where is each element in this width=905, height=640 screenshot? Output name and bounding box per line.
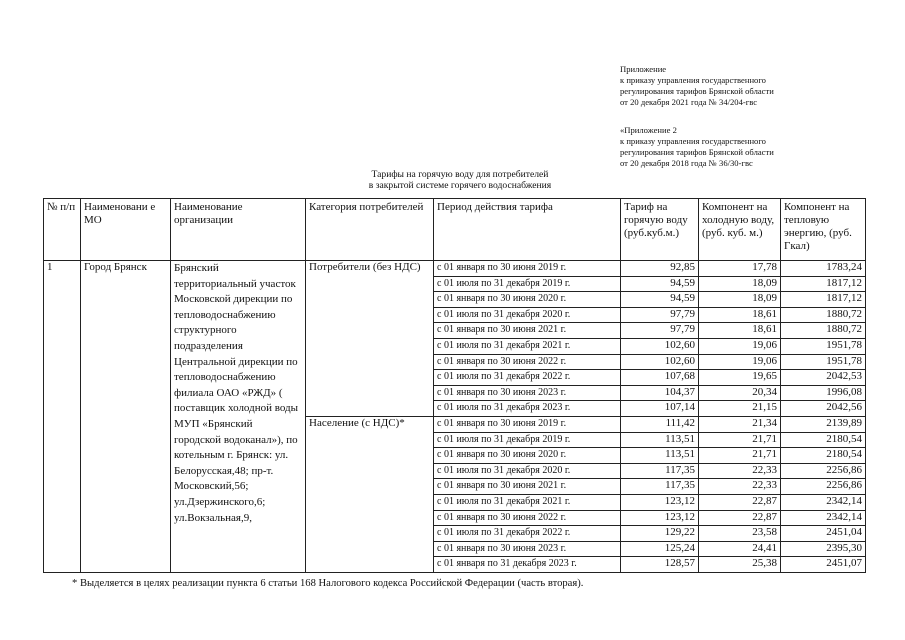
appendix-line: от 20 декабря 2021 года № 34/204-гвс bbox=[620, 97, 758, 107]
cold-water-component: 22,87 bbox=[699, 510, 781, 526]
header-num: № п/п bbox=[44, 199, 81, 261]
heat-energy-component: 1951,78 bbox=[781, 338, 866, 354]
appendix-original-order bbox=[620, 125, 774, 169]
cold-water-component: 21,15 bbox=[699, 401, 781, 417]
hot-water-tariff: 111,42 bbox=[621, 416, 699, 432]
header-org: Наименование организации bbox=[171, 199, 306, 261]
cold-water-component: 19,06 bbox=[699, 338, 781, 354]
tariff-period: с 01 января по 30 июня 2021 г. bbox=[434, 479, 621, 495]
tariff-period: с 01 января по 30 июня 2022 г. bbox=[434, 510, 621, 526]
cold-water-component: 18,09 bbox=[699, 276, 781, 292]
table-title bbox=[300, 169, 620, 191]
heat-energy-component: 1951,78 bbox=[781, 354, 866, 370]
tariff-period: с 01 июля по 31 декабря 2023 г. bbox=[434, 401, 621, 417]
hot-water-tariff: 113,51 bbox=[621, 448, 699, 464]
tariffs-table bbox=[43, 198, 866, 573]
organization: Брянский территориальный участок Московской дирекции по тепловодоснабжению структурного подразделения Центральной дирекции по тепловодоснабжению филиала ОАО «РЖД» ( поставщик холодной воды МУП «Брянский городской водоканал»), по котельным г. Брянск: ул. Белорусская,48; пр-т. Московский,56; ул.Дзержинского,6; ул.Вокзальная,9, bbox=[171, 261, 306, 573]
cold-water-component: 22,87 bbox=[699, 494, 781, 510]
cold-water-component: 22,33 bbox=[699, 463, 781, 479]
table-title-line: в закрытой системе горячего водоснабжения bbox=[368, 180, 552, 191]
hot-water-tariff: 104,37 bbox=[621, 385, 699, 401]
tariff-period: с 01 января по 30 июня 2023 г. bbox=[434, 385, 621, 401]
cold-water-component: 18,09 bbox=[699, 292, 781, 308]
tariff-period: с 01 января по 30 июня 2020 г. bbox=[434, 292, 621, 308]
appendix-line: регулирования тарифов Брянской области bbox=[620, 86, 774, 96]
tariff-period: с 01 января по 30 июня 2019 г. bbox=[434, 261, 621, 277]
appendix-line: к приказу управления государственного bbox=[620, 136, 766, 146]
hot-water-tariff: 125,24 bbox=[621, 541, 699, 557]
tariff-period: с 01 января по 31 декабря 2023 г. bbox=[434, 557, 621, 573]
consumer-category: Потребители (без НДС) bbox=[306, 261, 434, 417]
header-heat: Компонент на тепловую энергию, (руб. Гкал) bbox=[781, 199, 866, 261]
appendix-line: от 20 декабря 2018 года № 36/30-гвс bbox=[620, 158, 753, 168]
tariff-period: с 01 июля по 31 декабря 2021 г. bbox=[434, 494, 621, 510]
appendix-line: к приказу управления государственного bbox=[620, 75, 766, 85]
table-title-line: Тарифы на горячую воду для потребителей bbox=[371, 169, 549, 180]
hot-water-tariff: 123,12 bbox=[621, 494, 699, 510]
heat-energy-component: 2180,54 bbox=[781, 448, 866, 464]
consumer-category: Население (с НДС)* bbox=[306, 416, 434, 572]
cold-water-component: 20,34 bbox=[699, 385, 781, 401]
cold-water-component: 23,58 bbox=[699, 526, 781, 542]
header-mo: Наименовани е МО bbox=[81, 199, 171, 261]
heat-energy-component: 2395,30 bbox=[781, 541, 866, 557]
hot-water-tariff: 97,79 bbox=[621, 307, 699, 323]
hot-water-tariff: 123,12 bbox=[621, 510, 699, 526]
heat-energy-component: 1817,12 bbox=[781, 276, 866, 292]
hot-water-tariff: 97,79 bbox=[621, 323, 699, 339]
hot-water-tariff: 94,59 bbox=[621, 292, 699, 308]
hot-water-tariff: 117,35 bbox=[621, 479, 699, 495]
heat-energy-component: 2256,86 bbox=[781, 463, 866, 479]
heat-energy-component: 2451,07 bbox=[781, 557, 866, 573]
cold-water-component: 21,34 bbox=[699, 416, 781, 432]
tariff-period: с 01 января по 30 июня 2019 г. bbox=[434, 416, 621, 432]
heat-energy-component: 2139,89 bbox=[781, 416, 866, 432]
cold-water-component: 17,78 bbox=[699, 261, 781, 277]
cold-water-component: 19,65 bbox=[699, 370, 781, 386]
hot-water-tariff: 128,57 bbox=[621, 557, 699, 573]
tariff-period: с 01 января по 30 июня 2021 г. bbox=[434, 323, 621, 339]
heat-energy-component: 1996,08 bbox=[781, 385, 866, 401]
heat-energy-component: 2451,04 bbox=[781, 526, 866, 542]
hot-water-tariff: 94,59 bbox=[621, 276, 699, 292]
tariff-period: с 01 января по 30 июня 2022 г. bbox=[434, 354, 621, 370]
hot-water-tariff: 102,60 bbox=[621, 338, 699, 354]
hot-water-tariff: 117,35 bbox=[621, 463, 699, 479]
tariff-period: с 01 июля по 31 декабря 2022 г. bbox=[434, 370, 621, 386]
appendix-line: «Приложение 2 bbox=[620, 125, 677, 135]
tariff-period: с 01 июля по 31 декабря 2019 г. bbox=[434, 276, 621, 292]
heat-energy-component: 2180,54 bbox=[781, 432, 866, 448]
tariff-period: с 01 июля по 31 декабря 2020 г. bbox=[434, 463, 621, 479]
tariff-period: с 01 июля по 31 декабря 2022 г. bbox=[434, 526, 621, 542]
hot-water-tariff: 129,22 bbox=[621, 526, 699, 542]
header-period: Период действия тарифа bbox=[434, 199, 621, 261]
row-number: 1 bbox=[44, 261, 81, 573]
cold-water-component: 21,71 bbox=[699, 448, 781, 464]
header-category: Категория потребителей bbox=[306, 199, 434, 261]
heat-energy-component: 2042,56 bbox=[781, 401, 866, 417]
header-cold: Компонент на холодную воду, (руб. куб. м.) bbox=[699, 199, 781, 261]
hot-water-tariff: 113,51 bbox=[621, 432, 699, 448]
heat-energy-component: 2342,14 bbox=[781, 494, 866, 510]
table-header-row bbox=[44, 199, 866, 261]
table-row bbox=[44, 261, 866, 277]
cold-water-component: 18,61 bbox=[699, 323, 781, 339]
heat-energy-component: 1880,72 bbox=[781, 323, 866, 339]
hot-water-tariff: 92,85 bbox=[621, 261, 699, 277]
header-tariff: Тариф на горячую воду (руб.куб.м.) bbox=[621, 199, 699, 261]
heat-energy-component: 1880,72 bbox=[781, 307, 866, 323]
tariff-period: с 01 января по 30 июня 2020 г. bbox=[434, 448, 621, 464]
cold-water-component: 21,71 bbox=[699, 432, 781, 448]
heat-energy-component: 2342,14 bbox=[781, 510, 866, 526]
cold-water-component: 22,33 bbox=[699, 479, 781, 495]
cold-water-component: 18,61 bbox=[699, 307, 781, 323]
hot-water-tariff: 102,60 bbox=[621, 354, 699, 370]
appendix-current-order bbox=[620, 64, 774, 108]
hot-water-tariff: 107,14 bbox=[621, 401, 699, 417]
cold-water-component: 19,06 bbox=[699, 354, 781, 370]
heat-energy-component: 1817,12 bbox=[781, 292, 866, 308]
footnote: * Выделяется в целях реализации пункта 6 статьи 168 Налогового кодекса Российской Федерации (часть вторая). bbox=[72, 578, 584, 589]
municipality: Город Брянск bbox=[81, 261, 171, 573]
tariff-period: с 01 июля по 31 декабря 2020 г. bbox=[434, 307, 621, 323]
tariff-period: с 01 июля по 31 декабря 2021 г. bbox=[434, 338, 621, 354]
appendix-line: регулирования тарифов Брянской области bbox=[620, 147, 774, 157]
tariff-period: с 01 января по 30 июня 2023 г. bbox=[434, 541, 621, 557]
tariff-period: с 01 июля по 31 декабря 2019 г. bbox=[434, 432, 621, 448]
cold-water-component: 24,41 bbox=[699, 541, 781, 557]
heat-energy-component: 1783,24 bbox=[781, 261, 866, 277]
hot-water-tariff: 107,68 bbox=[621, 370, 699, 386]
appendix-line: Приложение bbox=[620, 64, 667, 74]
heat-energy-component: 2042,53 bbox=[781, 370, 866, 386]
cold-water-component: 25,38 bbox=[699, 557, 781, 573]
heat-energy-component: 2256,86 bbox=[781, 479, 866, 495]
